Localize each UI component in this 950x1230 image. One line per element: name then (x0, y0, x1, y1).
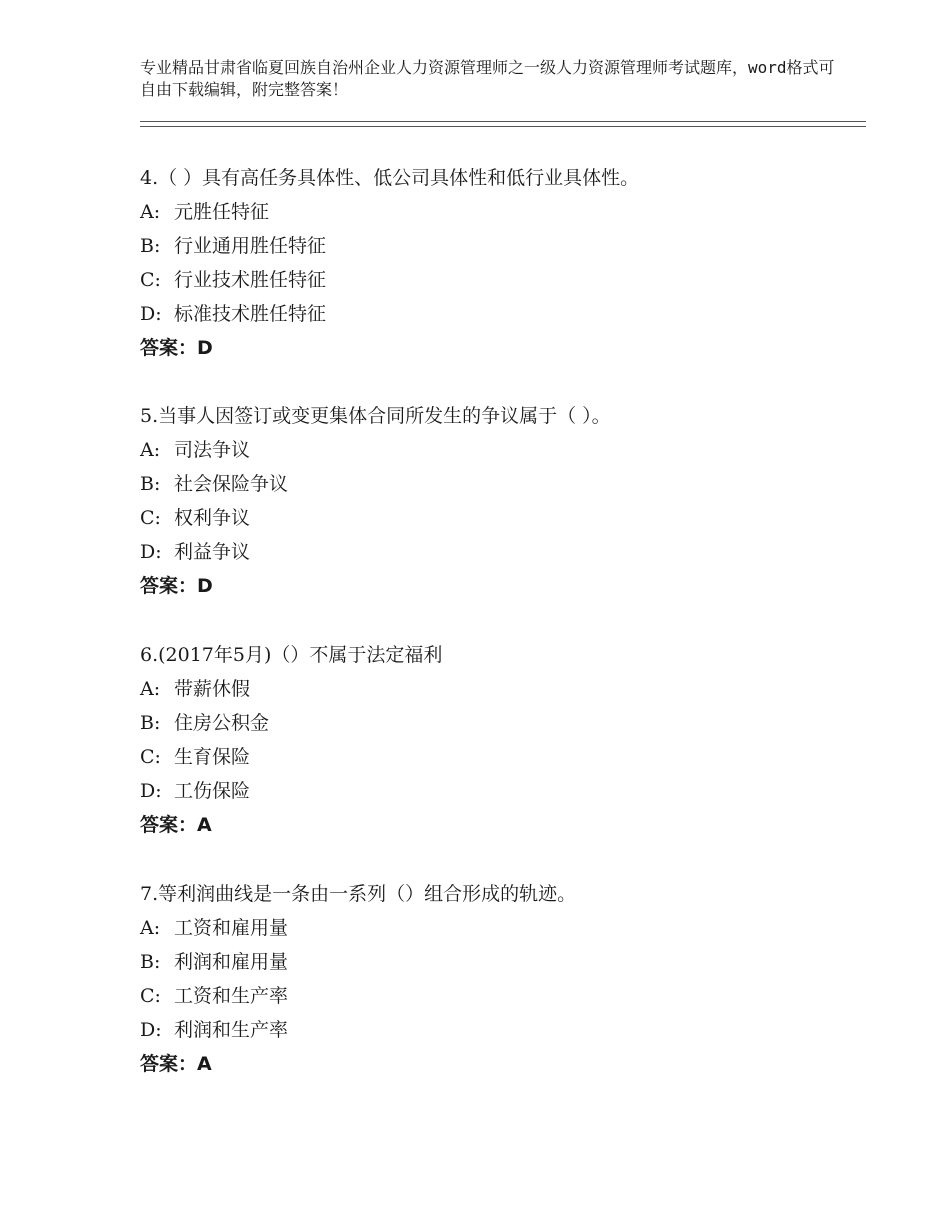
option-b (140, 945, 840, 979)
option-c (140, 740, 840, 774)
option-text: 利润和雇用量 (174, 951, 289, 973)
option-letter: D: (140, 541, 162, 563)
option-text: 行业通用胜任特征 (174, 235, 327, 257)
option-a (140, 433, 840, 467)
option-d (140, 297, 840, 331)
option-letter: D: (140, 303, 162, 325)
question-stem: 4.（ ）具有高任务具体性、低公司具体性和低行业具体性。 (140, 167, 640, 189)
question-stem: 5.当事人因签订或变更集体合同所发生的争议属于（ ）。 (140, 405, 611, 427)
option-letter: A: (140, 201, 161, 223)
option-d (140, 535, 840, 569)
option-letter: B: (140, 473, 161, 495)
question-block (140, 161, 840, 365)
question-block (140, 638, 840, 842)
option-text: 住房公积金 (174, 712, 270, 734)
option-letter: C: (140, 507, 161, 529)
option-letter: D: (140, 780, 162, 802)
option-b (140, 467, 840, 501)
option-letter: A: (140, 678, 161, 700)
option-text: 带薪休假 (174, 678, 251, 700)
answer-line: 答案：A (140, 1053, 212, 1075)
option-text: 权利争议 (174, 507, 251, 529)
option-b (140, 229, 840, 263)
option-text: 标准技术胜任特征 (174, 303, 327, 325)
question-block (140, 877, 840, 1081)
option-d (140, 774, 840, 808)
option-text: 元胜任特征 (174, 201, 270, 223)
option-text: 利润和生产率 (174, 1019, 289, 1041)
option-letter: B: (140, 712, 161, 734)
answer-line: 答案：A (140, 814, 212, 836)
option-text: 工伤保险 (174, 780, 251, 802)
option-text: 利益争议 (174, 541, 251, 563)
option-letter: B: (140, 235, 161, 257)
option-letter: C: (140, 985, 161, 1007)
option-c (140, 263, 840, 297)
option-d (140, 1013, 840, 1047)
option-letter: D: (140, 1019, 162, 1041)
option-text: 行业技术胜任特征 (174, 269, 327, 291)
answer-line: 答案：D (140, 337, 213, 359)
option-text: 司法争议 (174, 439, 251, 461)
question-stem: 7.等利润曲线是一条由一系列（）组合形成的轨迹。 (140, 883, 577, 905)
option-text: 社会保险争议 (174, 473, 289, 495)
option-a (140, 672, 840, 706)
answer-line: 答案：D (140, 575, 213, 597)
question-block (140, 399, 840, 603)
option-c (140, 501, 840, 535)
option-a (140, 911, 840, 945)
header-divider (140, 121, 866, 127)
option-c (140, 979, 840, 1013)
option-b (140, 706, 840, 740)
option-a (140, 195, 840, 229)
option-text: 工资和雇用量 (174, 917, 289, 939)
option-letter: A: (140, 439, 161, 461)
document-header-title: 专业精品甘肃省临夏回族自治州企业人力资源管理师之一级人力资源管理师考试题库，word格式可自由下载编辑，附完整答案！ (140, 58, 835, 99)
option-letter: B: (140, 951, 161, 973)
option-text: 生育保险 (174, 746, 251, 768)
option-letter: C: (140, 269, 161, 291)
option-letter: A: (140, 917, 161, 939)
option-text: 工资和生产率 (174, 985, 289, 1007)
option-letter: C: (140, 746, 161, 768)
question-stem: 6.(2017年5月)（）不属于法定福利 (140, 644, 443, 666)
